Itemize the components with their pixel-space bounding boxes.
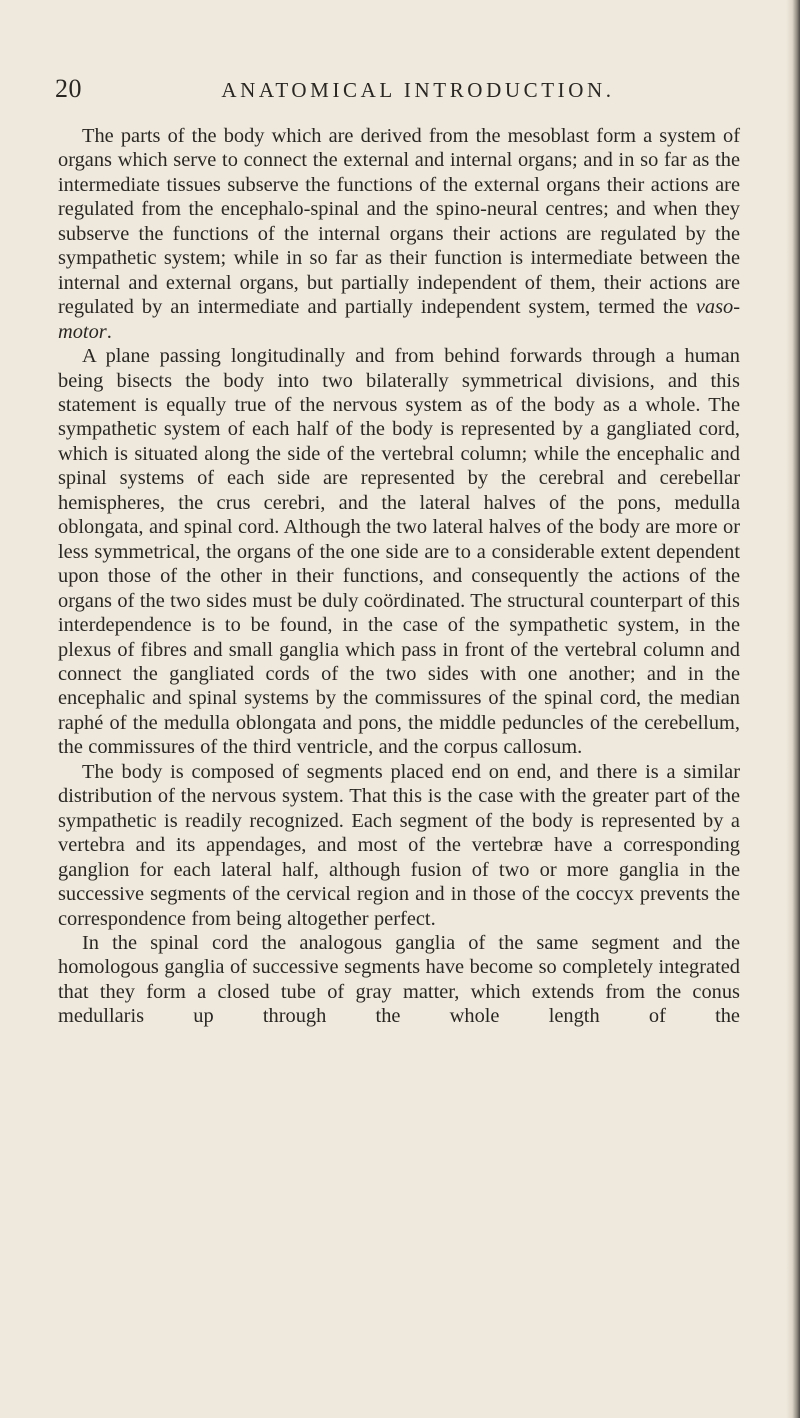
page-edge-shadow <box>786 0 800 1418</box>
paragraph-spinal-cord: In the spinal cord the analogous ganglia of the same segment and the homologous ganglia of successive segments have become so completely integrated that they form a closed tube of gray matter, which extends from the conus medullaris up through the whole length of the <box>58 931 740 1028</box>
paragraph-mesoblast-organs <box>58 124 740 344</box>
paragraph-text: The parts of the body which are derived from the mesoblast form a system of organs which serve to connect the external and internal organs; and in so far as the intermediate tissues subserve the functions of the external organs their actions are regulated from the encephalo-spinal and the spino-neural centres; and when they subserve the functions of the internal organs their actions are regulated by the sympathetic system; while in so far as their function is intermediate between the internal and external organs, but partially independent of them, their actions are regulated by an intermediate and partially independent system, termed the <box>58 125 740 319</box>
paragraph-text: . <box>106 320 112 343</box>
paragraph-bilateral-symmetry: A plane passing longitudinally and from behind forwards through a human being bisects the body into two bilaterally symmetrical divisions, and this statement is equally true of the nervous system as of the body as a whole. The sympathetic system of each half of the body is represented by a gangliated cord, which is situated along the side of the vertebral column; while the encephalic and spinal systems of each side are represented by the cerebral and cerebellar hemispheres, the crus cerebri, and the lateral halves of the pons, medulla oblongata, and spinal cord. Although the two lateral halves of the body are more or less symmetrical, the organs of the one side are to a considerable extent dependent upon those of the other in their functions, and consequently the actions of the organs of the two sides must be duly coördinated. The structural counterpart of this interdependence is to be found, in the case of the sympathetic system, in the plexus of fibres and small ganglia which pass in front of the vertebral column and connect the gangliated cords of the two sides with one another; and in the encephalic and spinal systems by the commissures of the spinal cord, the median raphé of the medulla oblongata and pons, the middle peduncles of the cerebellum, the commissures of the third ventricle, and the corpus callosum. <box>58 345 740 759</box>
paragraph-segments: The body is composed of segments placed end on end, and there is a similar distribution of the nervous system. That this is the case with the greater part of the sympathetic is readily recognized. Each segment of the body is represented by a vertebra and its appendages, and most of the vertebræ have a corresponding ganglion for each lateral half, although fusion of two or more ganglia in the successive segments of the cervical region and in those of the coccyx prevents the correspondence from being altogether perfect. <box>58 760 740 930</box>
body-text <box>58 124 740 1029</box>
page-number: 20 <box>55 74 82 103</box>
running-head: ANATOMICAL INTRODUCTION. <box>221 78 615 102</box>
emphasis-term: vaso-motor <box>58 296 740 343</box>
